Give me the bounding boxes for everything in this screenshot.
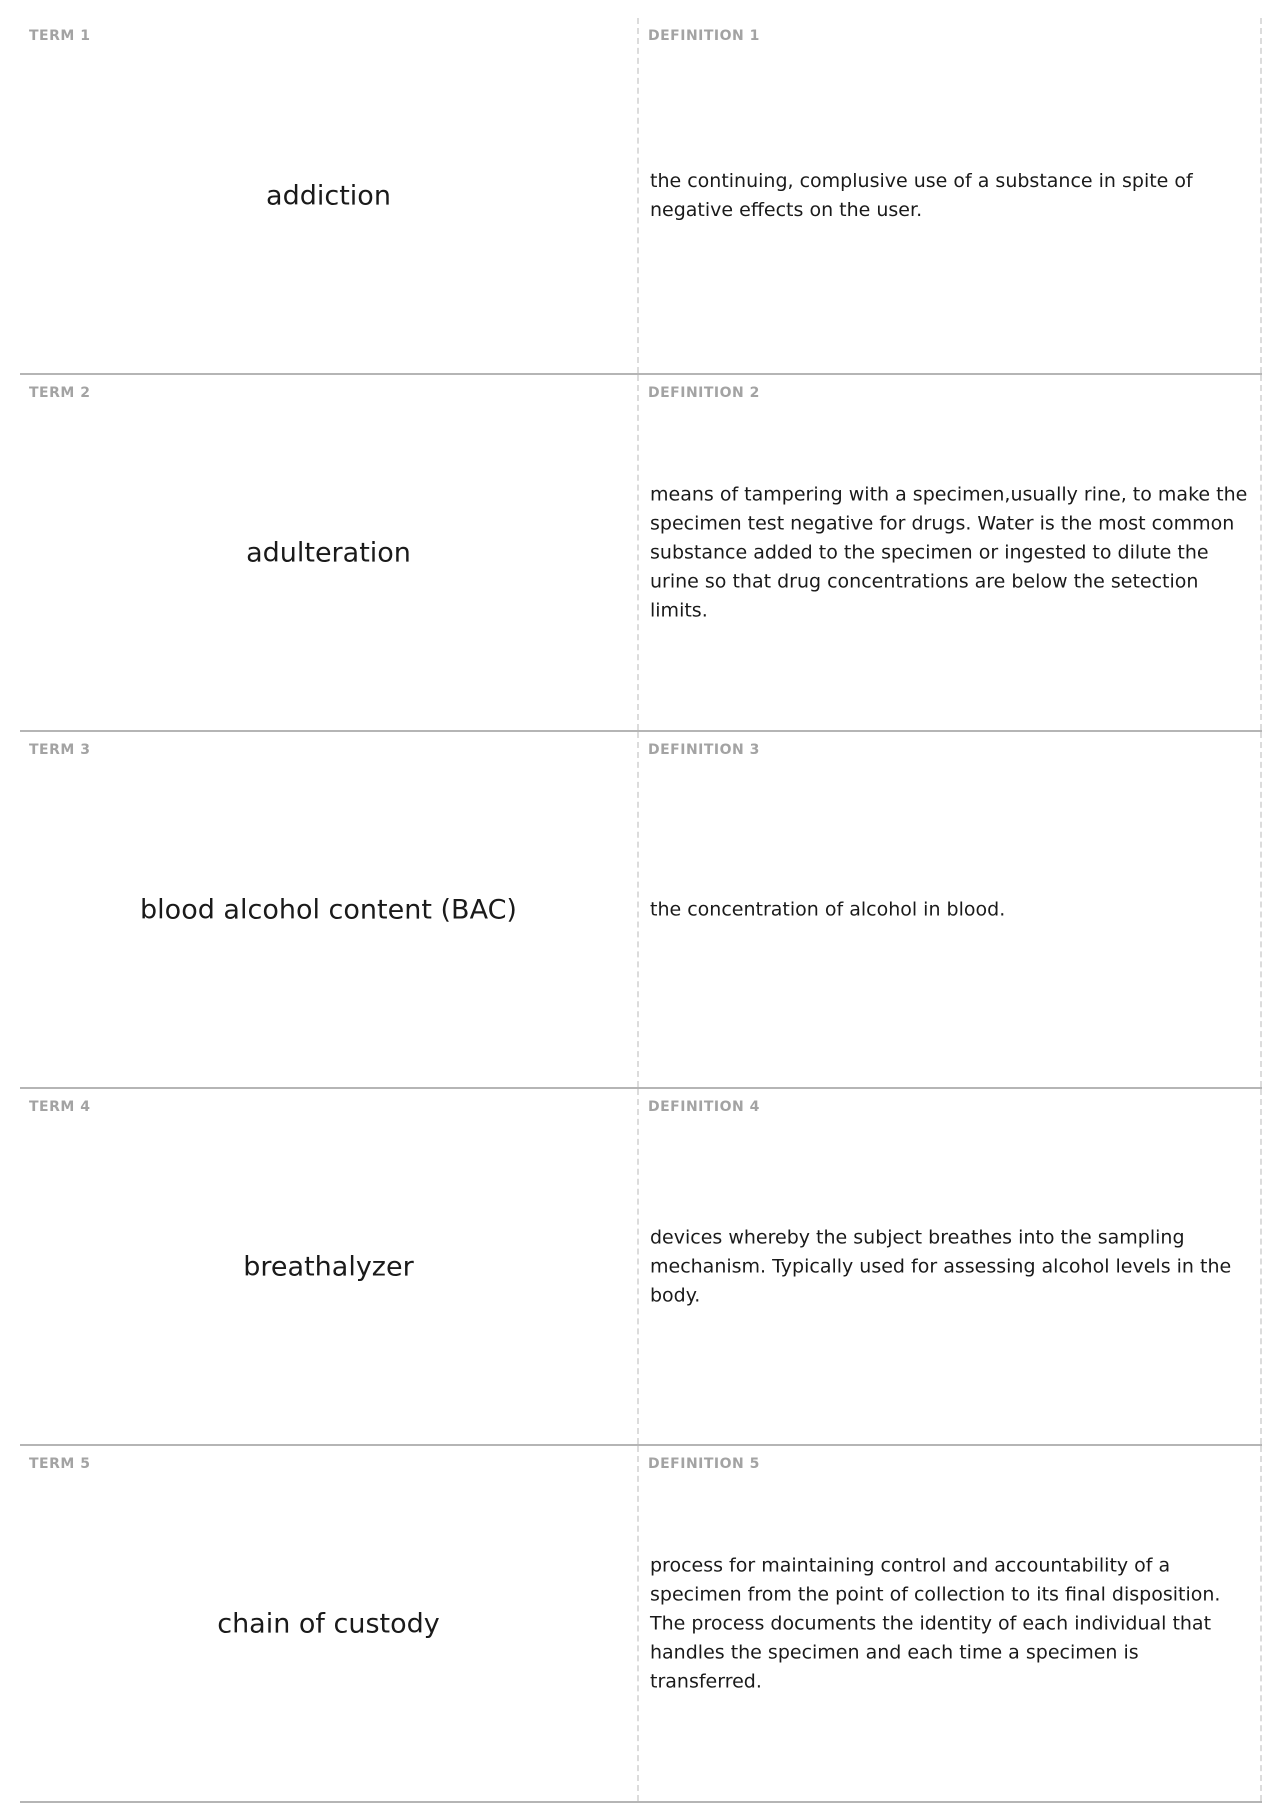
term-cell [20,18,639,373]
definition-text: devices whereby the subject breathes into the sampling mechanism. Typically used for assessing alcohol levels in the body. [650,1226,1232,1306]
term-text: addiction [266,180,391,211]
term-label: TERM 1 [29,28,91,44]
term-cell [20,1446,639,1801]
term-label: TERM 5 [29,1456,91,1472]
flashcard [20,18,1262,375]
flashcard [20,375,1262,732]
definition-label: DEFINITION 1 [648,28,760,44]
definition-label: DEFINITION 5 [648,1456,760,1472]
term-label: TERM 3 [29,742,91,758]
definition-text: the continuing, complusive use of a substance in spite of negative effects on the user. [650,169,1193,221]
term-label: TERM 4 [29,1099,91,1115]
definition-text: means of tampering with a specimen,usually rine, to make the specimen test negative for drugs. Water is the most common substance added to the specimen or ingested to dilute the urine so that drug concentrations are below the setection limits. [650,483,1248,621]
definition-text: the concentration of alcohol in blood. [650,898,1006,920]
flashcard-sheet [20,18,1262,1803]
definition-label: DEFINITION 2 [648,385,760,401]
definition-cell [639,375,1262,730]
flashcard [20,732,1262,1089]
definition-cell [639,1089,1262,1444]
term-cell [20,375,639,730]
definition-label: DEFINITION 4 [648,1099,760,1115]
definition-cell [639,18,1262,373]
term-text: adulteration [246,537,411,568]
flashcard [20,1446,1262,1803]
definition-text: process for maintaining control and accountability of a specimen from the point of collection to its final disposition. The process documents the identity of each individual that handles the specimen and each time a specimen is transferred. [650,1554,1221,1692]
term-cell [20,732,639,1087]
flashcard [20,1089,1262,1446]
term-text: blood alcohol content (BAC) [140,894,517,925]
term-label: TERM 2 [29,385,91,401]
term-text: breathalyzer [243,1251,414,1282]
definition-label: DEFINITION 3 [648,742,760,758]
term-text: chain of custody [217,1608,440,1639]
term-cell [20,1089,639,1444]
definition-cell [639,1446,1262,1801]
definition-cell [639,732,1262,1087]
